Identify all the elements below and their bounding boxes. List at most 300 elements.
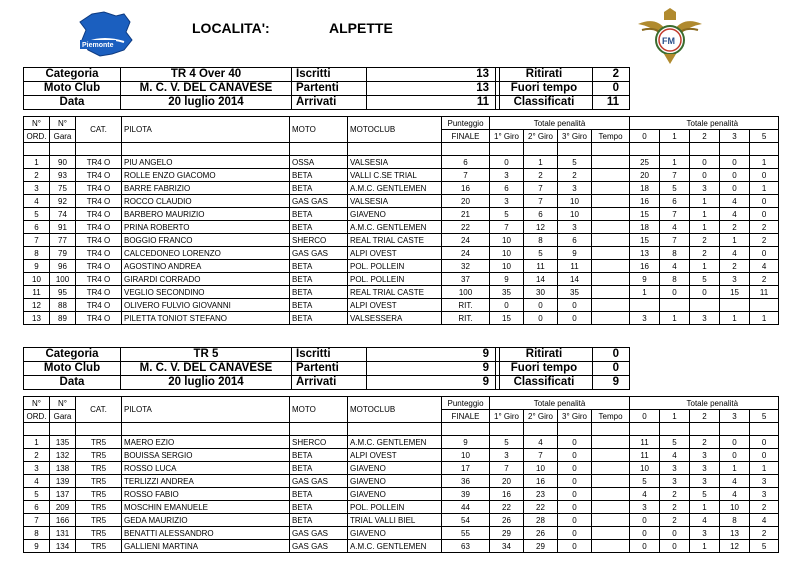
cell-pen-1: 3 (660, 475, 690, 488)
cell-motoclub: VALSESSERA (348, 312, 442, 325)
fuori-tempo-label: Fuori tempo (496, 362, 593, 376)
col-punteggio-bottom: FINALE (442, 410, 490, 423)
cell-pen-1: 6 (660, 195, 690, 208)
cell-pen-5: 4 (750, 514, 779, 527)
cell-giro1: 6 (490, 182, 524, 195)
cell-punteggio: 36 (442, 475, 490, 488)
cell-motoclub: A.M.C. GENTLEMEN (348, 221, 442, 234)
cell-moto: BETA (290, 260, 348, 273)
cell-pilota: TERLIZZI ANDREA (122, 475, 290, 488)
cell-tempo (592, 488, 630, 501)
cell-pen-5: 0 (750, 449, 779, 462)
cell-pen-1: 7 (660, 234, 690, 247)
col-giro1: 1° Giro (490, 410, 524, 423)
cell-giro3: 0 (558, 501, 592, 514)
cell-pen-2: 3 (690, 312, 720, 325)
cell-pilota: VEGLIO SECONDINO (122, 286, 290, 299)
cell-gara: 137 (50, 488, 76, 501)
cell-ord: 4 (24, 195, 50, 208)
cell-pen-2: 3 (690, 182, 720, 195)
table-row (24, 195, 779, 208)
iscritti-label: Iscritti (292, 348, 367, 362)
cell-pen-1: 4 (660, 221, 690, 234)
cell-pen-5: 11 (750, 286, 779, 299)
table-row (24, 312, 779, 325)
cell-giro3: 14 (558, 273, 592, 286)
cell-ord: 1 (24, 156, 50, 169)
cell-giro2: 12 (524, 221, 558, 234)
cell-giro3: 0 (558, 449, 592, 462)
cell-gara: 75 (50, 182, 76, 195)
cell-giro1: 5 (490, 208, 524, 221)
cell-punteggio: 9 (442, 436, 490, 449)
col-pen-1: 1 (660, 130, 690, 143)
cell-pen-1: 5 (660, 182, 690, 195)
cell-ord: 13 (24, 312, 50, 325)
table-row (24, 449, 779, 462)
location-label: LOCALITA': (192, 20, 270, 36)
cell-giro1: 7 (490, 462, 524, 475)
cell-punteggio: 7 (442, 169, 490, 182)
moto-club-value: M. C. V. DEL CANAVESE (121, 362, 292, 376)
cell-pen-3: 2 (720, 260, 750, 273)
cell-pen-0 (630, 299, 660, 312)
cell-giro3: 9 (558, 247, 592, 260)
cell-ord: 6 (24, 221, 50, 234)
col-gara-bottom: Gara (50, 130, 76, 143)
cell-pen-0: 9 (630, 273, 660, 286)
cell-cat: TR4 O (76, 299, 122, 312)
cell-tempo (592, 312, 630, 325)
cell-pen-1: 8 (660, 273, 690, 286)
col-ord-bottom: ORD. (24, 130, 50, 143)
cell-tempo (592, 436, 630, 449)
categoria-value: TR 4 Over 40 (121, 68, 292, 82)
cell-pen-5: 0 (750, 247, 779, 260)
cell-cat: TR5 (76, 449, 122, 462)
cell-pen-0: 11 (630, 449, 660, 462)
cell-moto: GAS GAS (290, 475, 348, 488)
cell-pen-5: 0 (750, 195, 779, 208)
cell-cat: TR4 O (76, 286, 122, 299)
cell-gara: 91 (50, 221, 76, 234)
cell-pen-5: 1 (750, 312, 779, 325)
cell-cat: TR5 (76, 436, 122, 449)
cell-cat: TR5 (76, 501, 122, 514)
cell-pen-3: 1 (720, 462, 750, 475)
categoria-value: TR 5 (121, 348, 292, 362)
table-row (24, 514, 779, 527)
cell-giro2: 28 (524, 514, 558, 527)
cell-ord: 11 (24, 286, 50, 299)
cell-giro2: 0 (524, 299, 558, 312)
cell-moto: BETA (290, 299, 348, 312)
cell-pilota: ROLLE ENZO GIACOMO (122, 169, 290, 182)
cell-pen-0: 5 (630, 475, 660, 488)
cell-pen-3: 10 (720, 501, 750, 514)
cell-cat: TR5 (76, 475, 122, 488)
cell-ord: 5 (24, 488, 50, 501)
cell-pen-5: 1 (750, 462, 779, 475)
cell-pen-5 (750, 299, 779, 312)
classificati-value: 11 (593, 96, 630, 110)
cell-giro3: 5 (558, 156, 592, 169)
col-pen-5: 5 (750, 410, 779, 423)
col-punteggio-top: Punteggio (442, 117, 490, 130)
cell-pen-3 (720, 299, 750, 312)
cell-moto: SHERCO (290, 234, 348, 247)
cell-gara: 89 (50, 312, 76, 325)
cell-pen-3: 4 (720, 208, 750, 221)
cell-giro1: 22 (490, 501, 524, 514)
cell-tempo (592, 514, 630, 527)
cell-giro1: 26 (490, 514, 524, 527)
cell-giro3: 0 (558, 436, 592, 449)
col-giro1: 1° Giro (490, 130, 524, 143)
col-gara-top: N° (50, 117, 76, 130)
piemonte-region-logo (74, 10, 138, 58)
cell-pen-1: 7 (660, 169, 690, 182)
cell-gara: 93 (50, 169, 76, 182)
col-pen-5: 5 (750, 130, 779, 143)
cell-pen-2: 1 (690, 540, 720, 553)
col-giro2: 2° Giro (524, 410, 558, 423)
arrivati-value: 11 (367, 96, 500, 110)
summary-right-2 (495, 347, 630, 390)
cell-pen-1: 4 (660, 449, 690, 462)
cell-ord: 10 (24, 273, 50, 286)
cell-giro3: 0 (558, 488, 592, 501)
cell-giro3: 0 (558, 299, 592, 312)
cell-giro1: 9 (490, 273, 524, 286)
col-giro3: 3° Giro (558, 410, 592, 423)
cell-tempo (592, 182, 630, 195)
cell-giro2: 7 (524, 195, 558, 208)
cell-pilota: BOUISSA SERGIO (122, 449, 290, 462)
cell-pen-5: 2 (750, 527, 779, 540)
cell-punteggio: RIT. (442, 312, 490, 325)
cell-giro2: 2 (524, 169, 558, 182)
cell-giro2: 29 (524, 540, 558, 553)
cell-ord: 9 (24, 540, 50, 553)
cell-cat: TR4 O (76, 247, 122, 260)
col-pen-3: 3 (720, 130, 750, 143)
partenti-value: 9 (367, 362, 500, 376)
col-tempo: Tempo (592, 130, 630, 143)
cell-pen-0: 1 (630, 286, 660, 299)
cell-punteggio: 39 (442, 488, 490, 501)
cell-moto: BETA (290, 273, 348, 286)
cell-pilota: BARBERO MAURIZIO (122, 208, 290, 221)
cell-gara: 138 (50, 462, 76, 475)
col-ord-bottom: ORD. (24, 410, 50, 423)
cell-pen-3: 0 (720, 436, 750, 449)
fuori-tempo-label: Fuori tempo (496, 82, 593, 96)
cell-giro1: 16 (490, 488, 524, 501)
iscritti-value: 9 (367, 348, 500, 362)
cell-motoclub: A.M.C. GENTLEMEN (348, 436, 442, 449)
cell-gara: 166 (50, 514, 76, 527)
ritirati-value: 2 (593, 68, 630, 82)
table-row (24, 169, 779, 182)
cell-pilota: PILETTA TONIOT STEFANO (122, 312, 290, 325)
cell-tempo (592, 208, 630, 221)
cell-punteggio: 22 (442, 221, 490, 234)
cell-pen-1: 4 (660, 260, 690, 273)
cell-punteggio: 55 (442, 527, 490, 540)
cell-moto: BETA (290, 514, 348, 527)
table-row (24, 436, 779, 449)
cell-pen-1: 2 (660, 488, 690, 501)
cell-gara: 134 (50, 540, 76, 553)
cell-pen-2: 2 (690, 247, 720, 260)
cell-punteggio: 54 (442, 514, 490, 527)
classificati-label: Classificati (496, 96, 593, 110)
cell-cat: TR4 O (76, 195, 122, 208)
cell-cat: TR5 (76, 540, 122, 553)
cell-pen-3: 4 (720, 475, 750, 488)
cell-ord: 2 (24, 169, 50, 182)
cell-moto: BETA (290, 286, 348, 299)
cell-gara: 139 (50, 475, 76, 488)
cell-pen-3: 4 (720, 488, 750, 501)
cell-ord: 7 (24, 514, 50, 527)
cell-tempo (592, 527, 630, 540)
table-row (24, 260, 779, 273)
cell-ord: 8 (24, 527, 50, 540)
cell-pen-3: 0 (720, 156, 750, 169)
cell-pilota: CALCEDONEO LORENZO (122, 247, 290, 260)
iscritti-value: 13 (367, 68, 500, 82)
table-row (24, 156, 779, 169)
cell-punteggio: 21 (442, 208, 490, 221)
cell-cat: TR4 O (76, 182, 122, 195)
cell-punteggio: 100 (442, 286, 490, 299)
cell-giro2: 14 (524, 273, 558, 286)
moto-club-value: M. C. V. DEL CANAVESE (121, 82, 292, 96)
fuori-tempo-value: 0 (593, 82, 630, 96)
categoria-label: Categoria (24, 68, 121, 82)
cell-pilota: GEDA MAURIZIO (122, 514, 290, 527)
cell-cat: TR4 O (76, 273, 122, 286)
cell-pen-3: 2 (720, 221, 750, 234)
cell-pen-5: 2 (750, 221, 779, 234)
cell-ord: 3 (24, 462, 50, 475)
cell-giro3: 11 (558, 260, 592, 273)
cell-pen-1: 3 (660, 462, 690, 475)
cell-giro3: 3 (558, 221, 592, 234)
cell-giro1: 15 (490, 312, 524, 325)
cell-pen-0: 0 (630, 527, 660, 540)
col-giro3: 3° Giro (558, 130, 592, 143)
cell-moto: BETA (290, 488, 348, 501)
cell-giro1: 10 (490, 260, 524, 273)
cell-giro1: 5 (490, 436, 524, 449)
cell-giro3: 0 (558, 475, 592, 488)
cell-tempo (592, 475, 630, 488)
ritirati-value: 0 (593, 348, 630, 362)
table-row (24, 462, 779, 475)
cell-punteggio: 10 (442, 449, 490, 462)
cell-pen-2: 4 (690, 514, 720, 527)
cell-cat: TR4 O (76, 221, 122, 234)
cell-pilota: MOSCHIN EMANUELE (122, 501, 290, 514)
classificati-label: Classificati (496, 376, 593, 390)
partenti-value: 13 (367, 82, 500, 96)
summary-left-1 (23, 67, 500, 110)
cell-giro2: 23 (524, 488, 558, 501)
iscritti-label: Iscritti (292, 68, 367, 82)
cell-punteggio: 37 (442, 273, 490, 286)
cell-pen-3: 4 (720, 195, 750, 208)
cell-giro2: 22 (524, 501, 558, 514)
cell-tempo (592, 260, 630, 273)
col-pen-title2: Totale penalità (630, 397, 779, 410)
cell-pen-0: 0 (630, 540, 660, 553)
cell-pen-5: 2 (750, 501, 779, 514)
cell-motoclub: POL. POLLEIN (348, 260, 442, 273)
cell-pen-5: 0 (750, 169, 779, 182)
cell-giro3: 2 (558, 169, 592, 182)
table-row (24, 488, 779, 501)
cell-pen-0: 10 (630, 462, 660, 475)
table-row (24, 273, 779, 286)
cell-giro1: 0 (490, 299, 524, 312)
cell-pen-2: 1 (690, 208, 720, 221)
col-pen-title2: Totale penalità (630, 117, 779, 130)
cell-pen-0: 15 (630, 208, 660, 221)
cell-motoclub: REAL TRIAL CASTE (348, 234, 442, 247)
blank-row (24, 423, 779, 436)
cell-pilota: BOGGIO FRANCO (122, 234, 290, 247)
cell-giro2: 5 (524, 247, 558, 260)
table-row (24, 501, 779, 514)
arrivati-label: Arrivati (292, 96, 367, 110)
cell-pen-5: 1 (750, 156, 779, 169)
cell-gara: 209 (50, 501, 76, 514)
cell-pen-5: 0 (750, 436, 779, 449)
categoria-label: Categoria (24, 348, 121, 362)
cell-giro3: 10 (558, 195, 592, 208)
cell-motoclub: POL. POLLEIN (348, 273, 442, 286)
col-punteggio-top: Punteggio (442, 397, 490, 410)
cell-giro2: 11 (524, 260, 558, 273)
cell-gara: 90 (50, 156, 76, 169)
cell-punteggio: RIT. (442, 299, 490, 312)
cell-giro1: 35 (490, 286, 524, 299)
cell-moto: BETA (290, 208, 348, 221)
col-ord-top: N° (24, 117, 50, 130)
svg-text:FM: FM (662, 36, 675, 46)
col-pen-3: 3 (720, 410, 750, 423)
cell-pen-0: 16 (630, 195, 660, 208)
cell-giro1: 34 (490, 540, 524, 553)
cell-pen-2: 2 (690, 436, 720, 449)
cell-pen-2: 3 (690, 462, 720, 475)
cell-pen-2: 3 (690, 475, 720, 488)
cell-moto: BETA (290, 182, 348, 195)
col-motoclub: MOTOCLUB (348, 397, 442, 423)
cell-pen-1 (660, 299, 690, 312)
summary-left-2 (23, 347, 500, 390)
col-penalita-title: Totale penalità (490, 117, 630, 130)
cell-tempo (592, 286, 630, 299)
cell-giro3: 10 (558, 208, 592, 221)
table-row (24, 475, 779, 488)
col-giro2: 2° Giro (524, 130, 558, 143)
cell-tempo (592, 221, 630, 234)
cell-moto: BETA (290, 169, 348, 182)
cell-pen-5: 0 (750, 208, 779, 221)
cell-pen-3: 8 (720, 514, 750, 527)
cell-motoclub: GIAVENO (348, 488, 442, 501)
cell-pen-1: 1 (660, 312, 690, 325)
cell-pen-3: 13 (720, 527, 750, 540)
col-pen-2: 2 (690, 130, 720, 143)
cell-pen-1: 2 (660, 514, 690, 527)
data-label: Data (24, 376, 121, 390)
cell-punteggio: 17 (442, 462, 490, 475)
cell-gara: 100 (50, 273, 76, 286)
cell-moto: BETA (290, 462, 348, 475)
cell-pen-3: 0 (720, 182, 750, 195)
fmi-federation-logo (636, 6, 704, 66)
cell-tempo (592, 169, 630, 182)
cell-gara: 92 (50, 195, 76, 208)
cell-cat: TR4 O (76, 234, 122, 247)
cell-ord: 12 (24, 299, 50, 312)
cell-giro2: 7 (524, 449, 558, 462)
cell-moto: SHERCO (290, 436, 348, 449)
cell-gara: 135 (50, 436, 76, 449)
cell-pilota: BARRE FABRIZIO (122, 182, 290, 195)
cell-tempo (592, 449, 630, 462)
table-row (24, 540, 779, 553)
cell-pen-1: 5 (660, 436, 690, 449)
cell-pen-2: 5 (690, 273, 720, 286)
cell-motoclub: GIAVENO (348, 475, 442, 488)
cell-pilota: PIU ANGELO (122, 156, 290, 169)
cell-punteggio: 6 (442, 156, 490, 169)
col-moto: MOTO (290, 117, 348, 143)
cell-gara: 74 (50, 208, 76, 221)
cell-motoclub: TRIAL VALLI BIEL (348, 514, 442, 527)
cell-motoclub: GIAVENO (348, 527, 442, 540)
col-tempo: Tempo (592, 410, 630, 423)
cell-ord: 9 (24, 260, 50, 273)
cell-pen-3: 0 (720, 169, 750, 182)
cell-pen-0: 18 (630, 182, 660, 195)
cell-pilota: GIRARDI CORRADO (122, 273, 290, 286)
cell-tempo (592, 501, 630, 514)
col-pilota: PILOTA (122, 397, 290, 423)
cell-giro3: 0 (558, 462, 592, 475)
table-row (24, 247, 779, 260)
cell-ord: 8 (24, 247, 50, 260)
cell-giro2: 30 (524, 286, 558, 299)
table-row (24, 208, 779, 221)
cell-gara: 79 (50, 247, 76, 260)
cell-pen-5: 5 (750, 540, 779, 553)
cell-moto: BETA (290, 312, 348, 325)
cell-motoclub: A.M.C. GENTLEMEN (348, 540, 442, 553)
cell-giro1: 3 (490, 169, 524, 182)
cell-giro2: 26 (524, 527, 558, 540)
cell-motoclub: POL. POLLEIN (348, 501, 442, 514)
ritirati-label: Ritirati (496, 68, 593, 82)
results-table-tr4 (23, 116, 779, 325)
cell-gara: 88 (50, 299, 76, 312)
